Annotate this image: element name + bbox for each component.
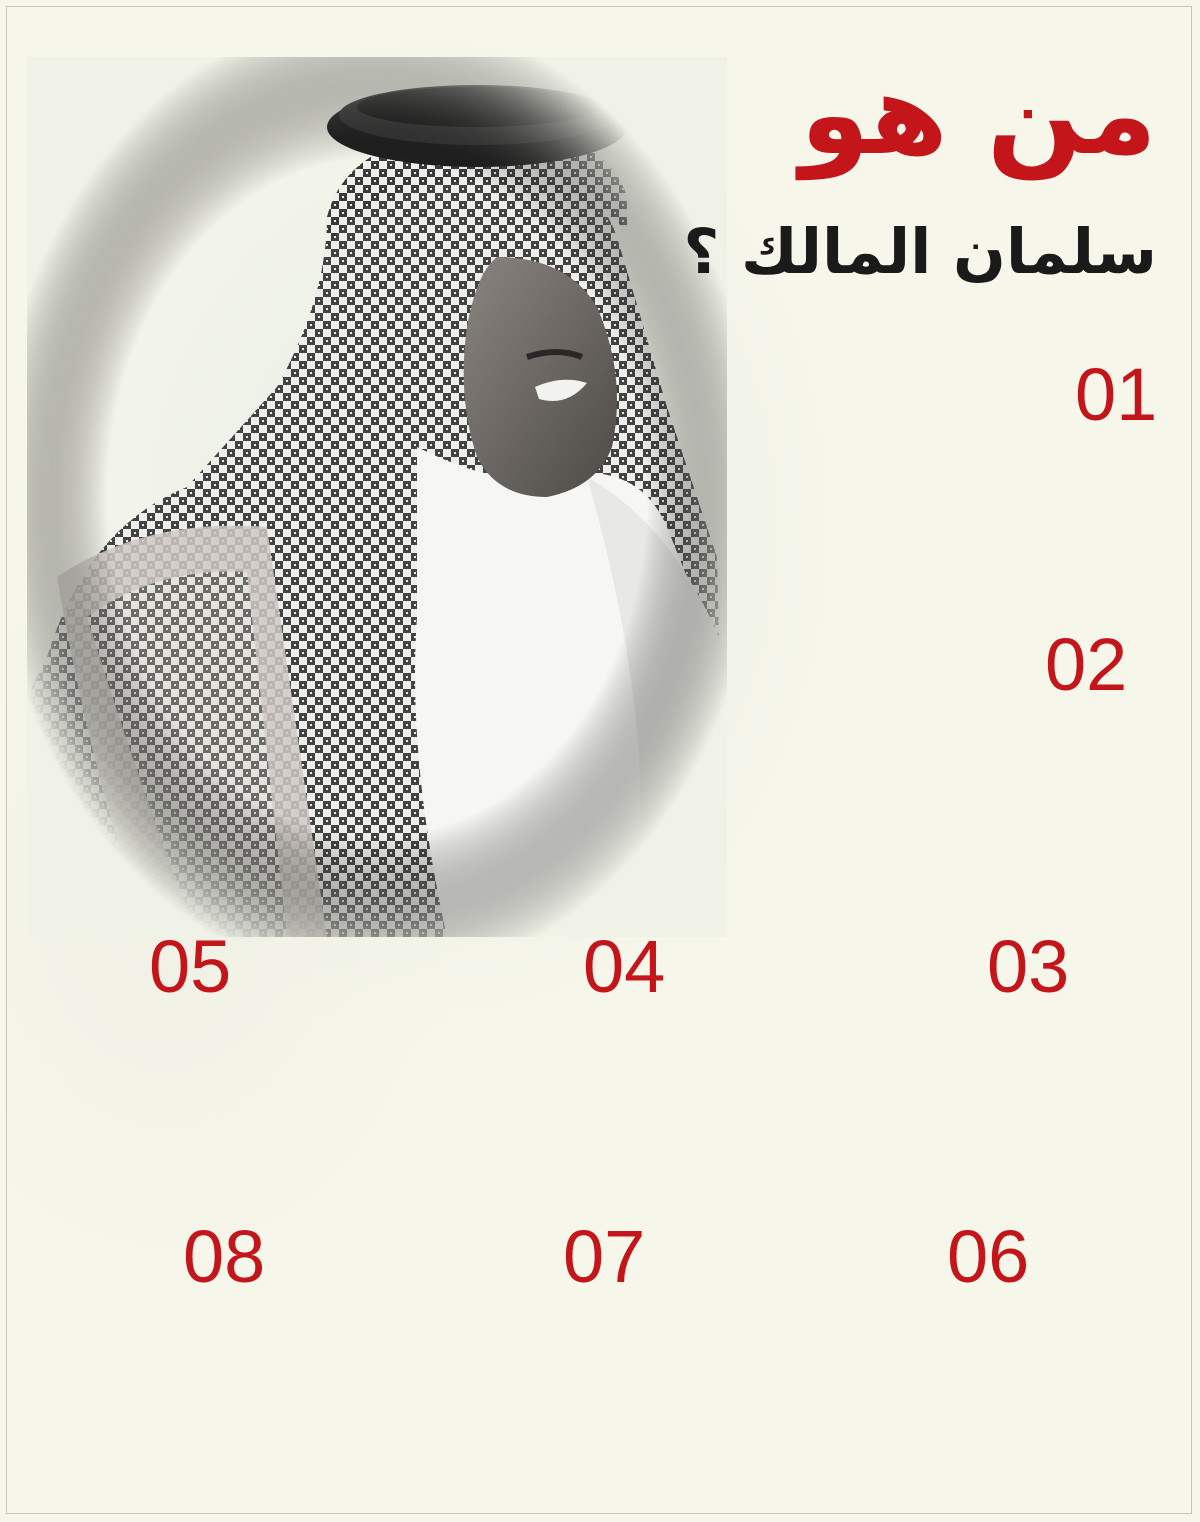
fact-number: 04 [583,925,666,1008]
title-sub: سلمان المالك ؟ [683,215,1157,288]
fact-number: 01 [1075,353,1158,436]
fact-number: 03 [987,925,1070,1008]
man-portrait-icon [27,57,727,937]
infographic-frame [6,6,1192,1514]
fact-number: 07 [563,1215,646,1298]
fact-number: 06 [947,1215,1030,1298]
title-main: من هو [800,50,1157,180]
fact-number: 02 [1045,623,1128,706]
fact-number: 05 [149,925,232,1008]
fact-number: 08 [183,1215,266,1298]
